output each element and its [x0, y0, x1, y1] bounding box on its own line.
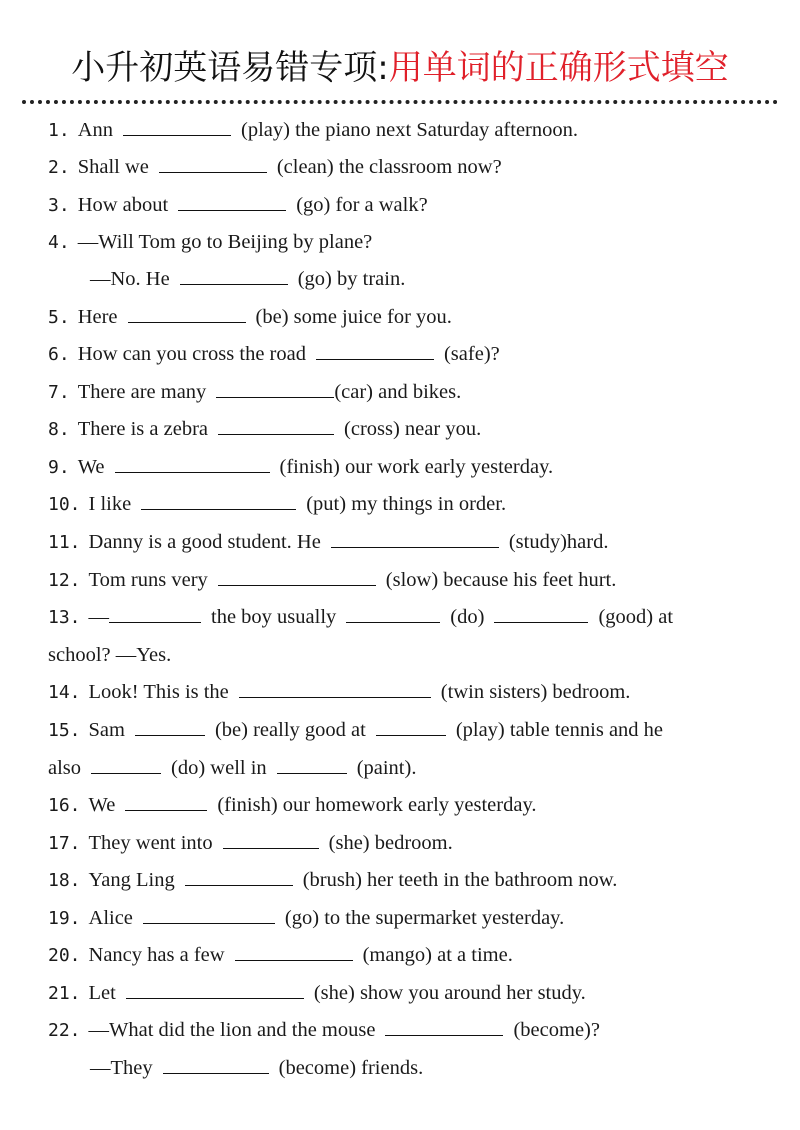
question-number: 6. — [48, 344, 70, 365]
question-text: (slow) because his feet hurt. — [385, 569, 617, 591]
answer-blank[interactable] — [180, 266, 288, 285]
question-text: (go) to the supermarket yesterday. — [284, 907, 565, 929]
question-number: 17. — [48, 833, 81, 854]
question-text: How can you cross the road — [77, 343, 306, 365]
question-3 — [48, 191, 428, 220]
question-text: (finish) our homework early yesterday. — [217, 794, 537, 816]
question-text: There are many — [77, 381, 207, 403]
answer-blank[interactable] — [141, 491, 296, 510]
answer-blank[interactable] — [143, 905, 275, 924]
question-text: (mango) at a time. — [362, 944, 513, 966]
answer-blank[interactable] — [218, 416, 334, 435]
question-10 — [48, 490, 506, 519]
question-text: school? —Yes. — [48, 644, 172, 666]
question-number: 16. — [48, 795, 81, 816]
answer-blank[interactable] — [135, 717, 205, 736]
question-text: —They — [90, 1057, 153, 1079]
question-9 — [48, 453, 553, 482]
question-text: Look! This is the — [88, 681, 229, 703]
question-text: (go) by train. — [297, 268, 406, 290]
question-text: (finish) our work early yesterday. — [279, 456, 554, 478]
answer-blank[interactable] — [216, 379, 334, 398]
question-number: 8. — [48, 419, 70, 440]
question-19 — [48, 904, 564, 933]
answer-blank[interactable] — [163, 1055, 269, 1074]
question-text: We — [88, 794, 116, 816]
question-number: 9. — [48, 457, 70, 478]
question-number: 14. — [48, 682, 81, 703]
question-15 — [48, 716, 663, 745]
question-text: Ann — [77, 119, 113, 141]
question-text: (do) well in — [171, 757, 267, 779]
question-number: 12. — [48, 570, 81, 591]
question-22 — [48, 1016, 600, 1045]
answer-blank[interactable] — [331, 529, 499, 548]
answer-blank[interactable] — [385, 1017, 503, 1036]
question-text: Tom runs very — [88, 569, 208, 591]
question-17 — [48, 829, 453, 858]
question-number: 3. — [48, 195, 70, 216]
question-8 — [48, 415, 481, 444]
question-18 — [48, 866, 617, 895]
question-5 — [48, 303, 452, 332]
question-11 — [48, 528, 608, 557]
question-1 — [48, 116, 578, 145]
answer-blank[interactable] — [185, 867, 293, 886]
answer-blank[interactable] — [115, 454, 270, 473]
question-text: (play) the piano next Saturday afternoon. — [241, 119, 578, 141]
question-text: Nancy has a few — [88, 944, 225, 966]
question-text: — — [88, 606, 110, 628]
question-text: Let — [88, 982, 116, 1004]
answer-blank[interactable] — [128, 304, 246, 323]
question-text: (go) for a walk? — [296, 194, 428, 216]
answer-blank[interactable] — [494, 604, 588, 623]
question-number: 10. — [48, 494, 81, 515]
question-21 — [48, 979, 586, 1008]
answer-blank[interactable] — [159, 154, 267, 173]
question-text: Sam — [88, 719, 125, 741]
question-text: Shall we — [77, 156, 149, 178]
question-15-continued — [48, 754, 416, 782]
question-number: 22. — [48, 1020, 81, 1041]
question-text: Alice — [88, 907, 133, 929]
question-number: 19. — [48, 908, 81, 929]
title-red-part: 用单词的正确形式填空 — [388, 48, 729, 88]
question-text: (good) at — [598, 606, 674, 628]
question-text: (brush) her teeth in the bathroom now. — [302, 869, 618, 891]
question-text: (cross) near you. — [344, 418, 482, 440]
question-text: Danny is a good student. He — [88, 531, 321, 553]
question-number: 13. — [48, 607, 81, 628]
question-text: We — [77, 456, 105, 478]
question-number: 5. — [48, 307, 70, 328]
question-20 — [48, 941, 513, 970]
answer-blank[interactable] — [109, 604, 201, 623]
answer-blank[interactable] — [376, 717, 446, 736]
question-text: They went into — [88, 832, 213, 854]
question-12 — [48, 566, 616, 595]
answer-blank[interactable] — [91, 755, 161, 774]
question-text: (study)hard. — [508, 531, 609, 553]
question-text: (become)? — [513, 1019, 600, 1041]
question-text: Here — [77, 306, 118, 328]
answer-blank[interactable] — [277, 755, 347, 774]
question-number: 7. — [48, 382, 70, 403]
question-text: (safe)? — [443, 343, 500, 365]
question-number: 11. — [48, 532, 81, 553]
question-number: 4. — [48, 232, 70, 253]
question-13 — [48, 603, 673, 632]
question-text: (car) and bikes. — [334, 381, 462, 403]
answer-blank[interactable] — [235, 942, 353, 961]
question-text: How about — [77, 194, 169, 216]
title-black-part: 小升初英语易错专项: — [71, 48, 389, 88]
question-22-reply — [48, 1054, 423, 1082]
answer-blank[interactable] — [123, 117, 231, 136]
question-text: There is a zebra — [77, 418, 209, 440]
question-text: (do) — [450, 606, 485, 628]
question-text: (play) table tennis and he — [455, 719, 664, 741]
question-text: (paint). — [356, 757, 417, 779]
answer-blank[interactable] — [223, 830, 319, 849]
question-13-continued — [48, 641, 171, 669]
answer-blank[interactable] — [125, 792, 207, 811]
question-16 — [48, 791, 537, 820]
question-text: —Will Tom go to Beijing by plane? — [77, 231, 373, 253]
answer-blank[interactable] — [126, 980, 304, 999]
question-text: (be) really good at — [214, 719, 366, 741]
dotted-divider — [22, 100, 778, 104]
question-2 — [48, 153, 502, 182]
question-text: the boy usually — [211, 606, 337, 628]
question-text: (she) bedroom. — [328, 832, 453, 854]
question-number: 1. — [48, 120, 70, 141]
answer-blank[interactable] — [178, 192, 286, 211]
question-4-reply — [48, 265, 405, 293]
question-text: (clean) the classroom now? — [276, 156, 502, 178]
question-number: 2. — [48, 157, 70, 178]
question-14 — [48, 678, 630, 707]
question-4 — [48, 228, 372, 257]
question-7 — [48, 378, 461, 407]
question-number: 18. — [48, 870, 81, 891]
question-text: Yang Ling — [88, 869, 175, 891]
question-number: 20. — [48, 945, 81, 966]
question-text: (she) show you around her study. — [313, 982, 586, 1004]
question-text: (become) friends. — [278, 1057, 424, 1079]
answer-blank[interactable] — [239, 679, 431, 698]
question-number: 21. — [48, 983, 81, 1004]
answer-blank[interactable] — [218, 567, 376, 586]
question-text: I like — [88, 493, 132, 515]
question-text: also — [48, 757, 82, 779]
question-text: (put) my things in order. — [306, 493, 507, 515]
question-text: (twin sisters) bedroom. — [440, 681, 631, 703]
question-text: —No. He — [90, 268, 170, 290]
page-title — [0, 44, 800, 92]
answer-blank[interactable] — [316, 341, 434, 360]
question-number: 15. — [48, 720, 81, 741]
question-text: (be) some juice for you. — [255, 306, 452, 328]
answer-blank[interactable] — [346, 604, 440, 623]
question-6 — [48, 340, 500, 369]
question-text: —What did the lion and the mouse — [88, 1019, 376, 1041]
